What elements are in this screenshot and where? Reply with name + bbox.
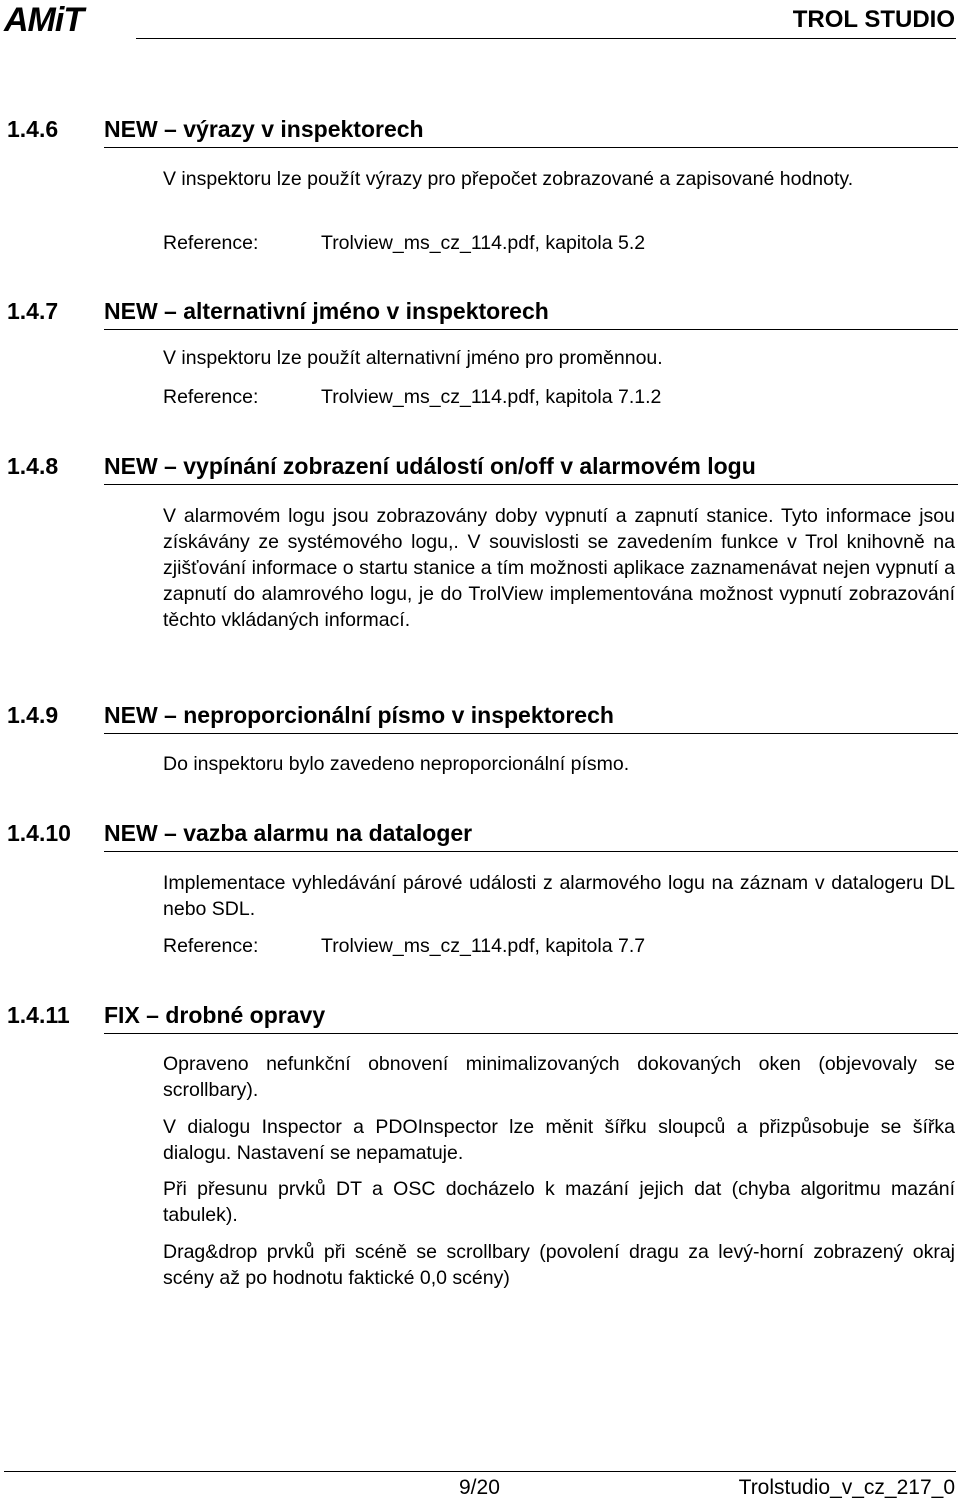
section-paragraph: V inspektoru lze použít alternativní jméno pro proměnnou. — [163, 347, 663, 369]
page-number: 9/20 — [459, 1476, 500, 1499]
section-1-4-6 — [0, 114, 960, 254]
section-paragraph: V dialogu Inspector a PDOInspector lze měnit šířku sloupců a přizpůsobuje se šířka dialogu. Nastavení se nepamatuje. — [163, 1116, 955, 1164]
logo-text: AMiT — [4, 1, 84, 39]
section-title: NEW – vypínání zobrazení událostí on/off v alarmovém logu — [104, 453, 756, 479]
reference-line — [163, 384, 661, 410]
section-title: NEW – vazba alarmu na dataloger — [104, 820, 473, 846]
section-title: FIX – drobné opravy — [104, 1002, 326, 1028]
section-heading — [0, 1000, 960, 1034]
reference-line — [163, 230, 645, 256]
section-1-4-10 — [0, 818, 960, 957]
header-title: TROL STUDIO — [792, 6, 955, 33]
section-paragraph: Opraveno nefunkční obnovení minimalizovaných dokovaných oken (objevovaly se scrollbary). — [163, 1053, 955, 1101]
amit-logo — [4, 2, 134, 38]
section-heading — [0, 451, 960, 485]
section-heading — [0, 296, 960, 330]
section-number: 1.4.10 — [7, 820, 71, 846]
section-number: 1.4.7 — [7, 298, 59, 324]
section-number: 1.4.9 — [7, 702, 59, 728]
section-divider — [104, 329, 958, 330]
section-paragraph: Do inspektoru bylo zavedeno neproporcionální písmo. — [163, 753, 630, 775]
section-heading — [0, 114, 960, 148]
section-title: NEW – neproporcionální písmo v inspektorech — [104, 702, 614, 728]
section-paragraph: Implementace vyhledávání párové události z alarmového logu na záznam v datalogeru DL nebo SDL. — [163, 872, 955, 920]
reference-label: Reference: — [163, 386, 259, 408]
page-header — [0, 0, 960, 44]
reference-value: Trolview_ms_cz_114.pdf, kapitola 5.2 — [321, 232, 646, 254]
document-name: Trolstudio_v_cz_217_0 — [738, 1476, 955, 1499]
section-paragraph: Při přesunu prvků DT a OSC docházelo k mazání jejich dat (chyba algoritmu mazání tabulek). — [163, 1178, 955, 1226]
footer-divider — [4, 1471, 956, 1472]
section-title: NEW – alternativní jméno v inspektorech — [104, 298, 549, 324]
section-1-4-7 — [0, 296, 960, 408]
section-divider — [104, 484, 958, 485]
section-heading — [0, 700, 960, 734]
section-divider — [104, 851, 958, 852]
section-paragraph: V alarmovém logu jsou zobrazovány doby vypnutí a zapnutí stanice. Tyto informace jsou získávány ze systémového logu,. V souvislosti se zavedením funkce v Trol knihovně na zjišťování informace o startu stanice a tím možnosti aplikace zaznamenávat nejen vypnutí a zapnutí do alamrového logu, je do TrolView implementována možnost vypnutí zobrazování těchto vkládaných informací. — [163, 505, 955, 631]
section-number: 1.4.11 — [7, 1002, 70, 1028]
section-divider — [104, 733, 958, 734]
reference-label: Reference: — [163, 935, 259, 957]
reference-value: Trolview_ms_cz_114.pdf, kapitola 7.1.2 — [321, 386, 662, 408]
section-paragraph: V inspektoru lze použít výrazy pro přepočet zobrazované a zapisované hodnoty. — [163, 168, 854, 190]
section-1-4-8 — [0, 451, 960, 631]
section-paragraph: Drag&drop prvků při scéně se scrollbary (povolení dragu za levý-horní zobrazený okraj scény až po hodnotu faktické 0,0 scény) — [163, 1241, 955, 1289]
section-divider — [104, 147, 958, 148]
reference-line — [163, 933, 645, 959]
section-1-4-9 — [0, 700, 960, 775]
section-number: 1.4.6 — [7, 116, 59, 142]
section-divider — [104, 1033, 958, 1034]
reference-value: Trolview_ms_cz_114.pdf, kapitola 7.7 — [321, 935, 646, 957]
section-heading — [0, 818, 960, 852]
section-title: NEW – výrazy v inspektorech — [104, 116, 424, 142]
section-number: 1.4.8 — [7, 453, 59, 479]
reference-label: Reference: — [163, 232, 259, 254]
section-1-4-11 — [0, 1000, 960, 1289]
header-divider — [136, 38, 956, 39]
